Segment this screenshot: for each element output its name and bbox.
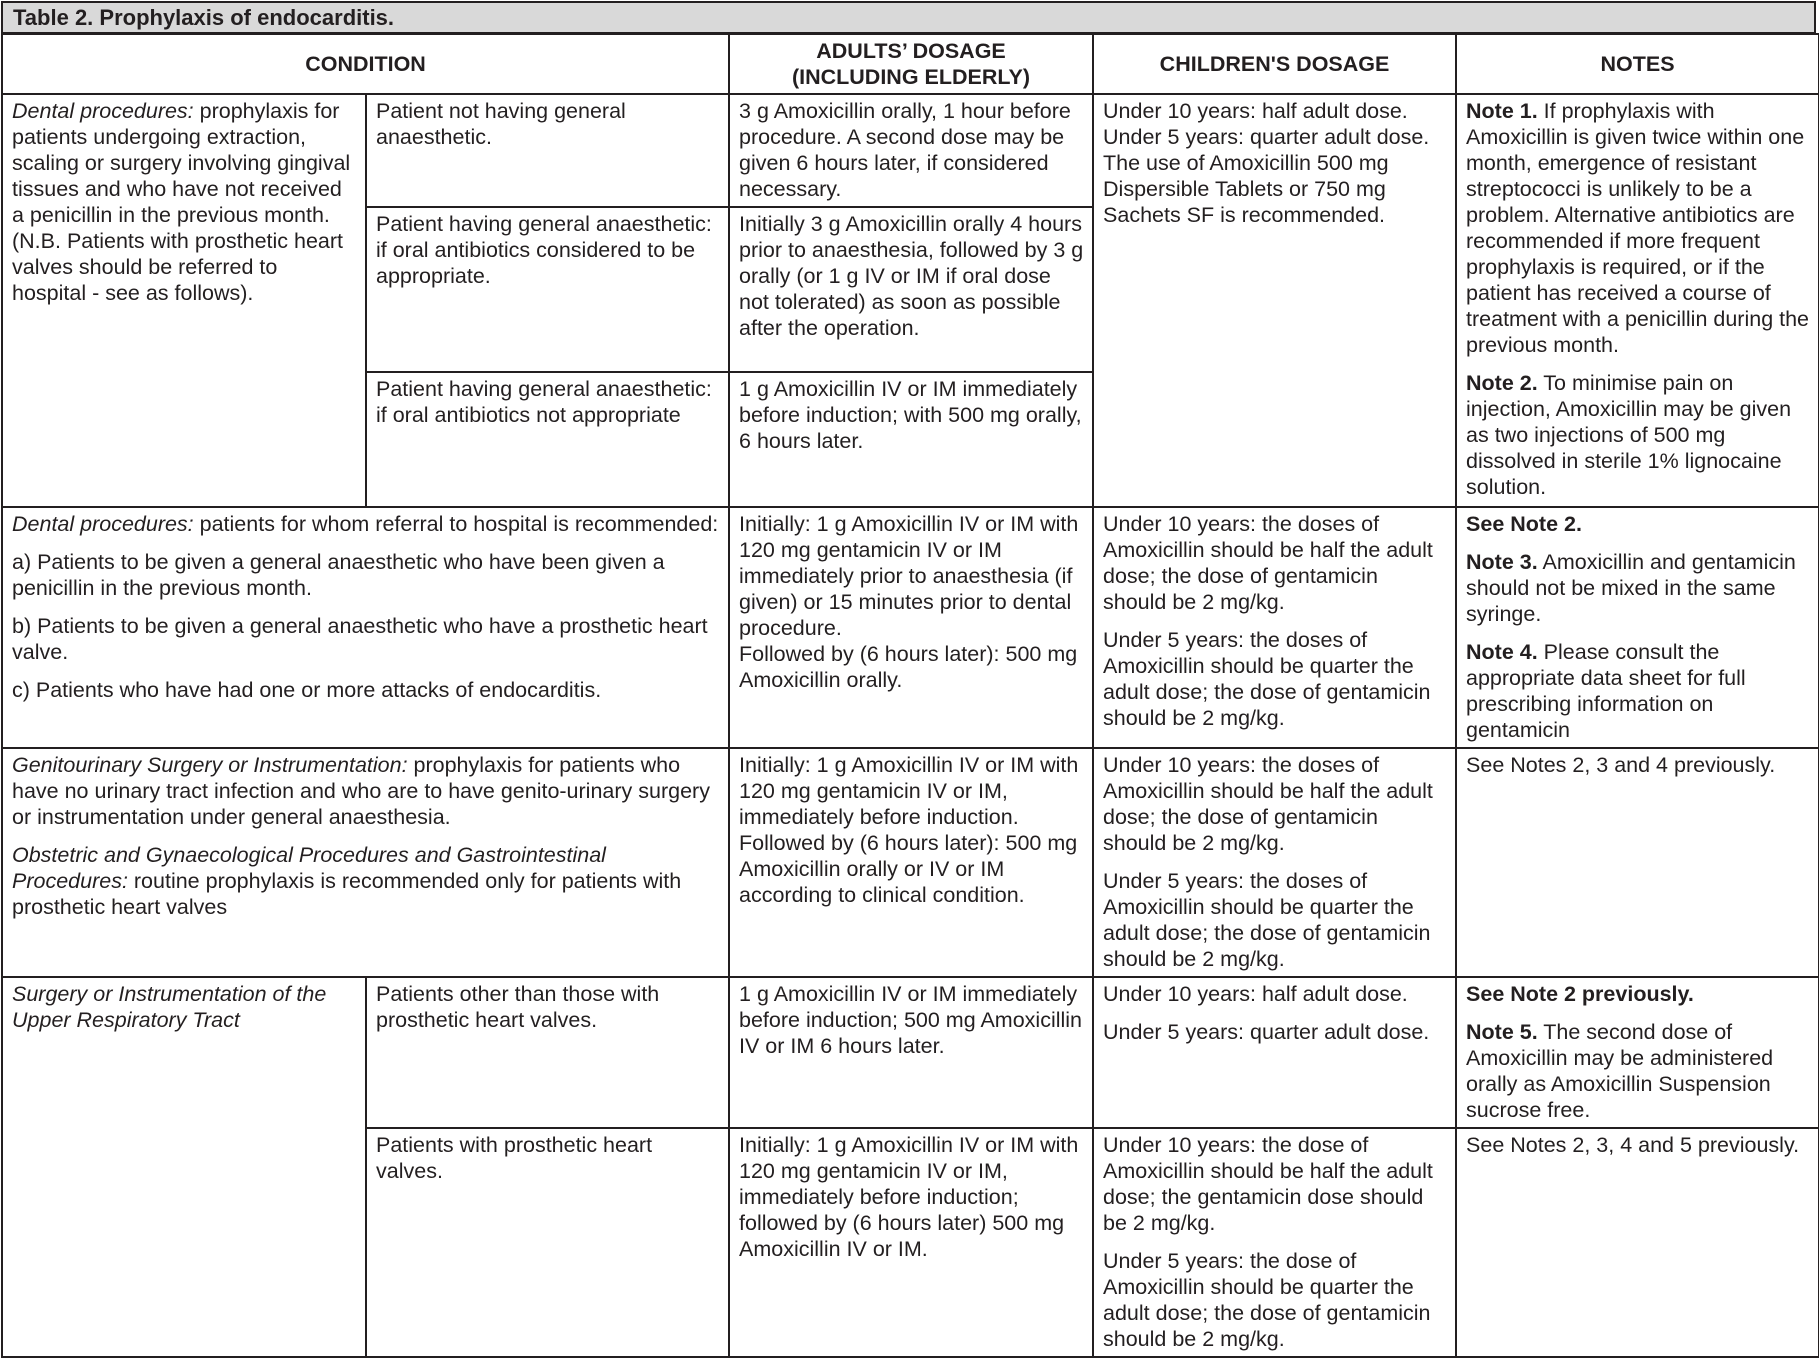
children-dosage-p1: Under 10 years: the dose of Amoxicillin should be half the adult dose; the gentamicin dose should be 2 mg/kg. (1103, 1133, 1433, 1235)
note-1 (1466, 98, 1810, 358)
note-label: Note 3. (1466, 550, 1538, 574)
adult-dosage-cell (729, 507, 1093, 748)
note-4 (1466, 639, 1810, 743)
condition-cell: Surgery or Instrumentation of the Upper Respiratory Tract (2, 977, 366, 1357)
sub-condition-cell: Patients with prosthetic heart valves. (366, 1128, 729, 1357)
note-label: Note 2. (1466, 371, 1538, 395)
adult-dosage-p1: Initially: 1 g Amoxicillin IV or IM with 120 mg gentamicin IV or IM, immediately before induction. (739, 753, 1079, 829)
table-title: Table 2. Prophylaxis of endocarditis. (1, 1, 1816, 34)
header-adults-dosage (729, 34, 1093, 94)
condition-item-c: c) Patients who have had one or more attacks of endocarditis. (12, 678, 602, 702)
adult-dosage-p2: Followed by (6 hours later): 500 mg Amoxicillin orally. (739, 642, 1078, 692)
note-label: Note 5. (1466, 1020, 1538, 1044)
condition-heading: Genitourinary Surgery or Instrumentation: (12, 753, 408, 777)
children-dosage-p1: Under 10 years: the doses of Amoxicillin should be half the adult dose; the dose of gentamicin should be 2 mg/kg. (1103, 753, 1433, 855)
table-row (2, 748, 1819, 977)
see-note: See Note 2 previously. (1466, 982, 1694, 1006)
adult-dosage-p1: Initially: 1 g Amoxicillin IV or IM with 120 mg gentamicin IV or IM immediately prior to anaesthesia (if given) or 15 minutes prior to dental procedure. (739, 512, 1079, 640)
children-dosage-p2: Under 5 years: the dose of Amoxicillin should be quarter the adult dose; the dose of gentamicin should be 2 mg/kg. (1103, 1249, 1431, 1351)
header-adults-line2: (INCLUDING ELDERLY) (791, 65, 1031, 89)
children-dosage-cell (1093, 507, 1456, 748)
condition-text: prophylaxis for patients undergoing extraction, scaling or surgery involving gingival tissues and who have not received a penicillin in the previous month. (N.B. Patients with prosthetic heart valves should be referred to hospital - see as follows). (12, 99, 351, 305)
table-row (2, 94, 1819, 207)
children-dosage-cell (1093, 1128, 1456, 1357)
condition-item-b: b) Patients to be given a general anaesthetic who have a prosthetic heart valve. (12, 614, 708, 664)
children-dosage-cell: Under 10 years: half adult dose. Under 5 years: quarter adult dose. The use of Amoxicillin 500 mg Dispersible Tablets or 750 mg Sachets SF is recommended. (1093, 94, 1456, 507)
condition-heading: Dental procedures: (12, 512, 194, 536)
note-label: Note 4. (1466, 640, 1538, 664)
condition-item-a: a) Patients to be given a general anaesthetic who have been given a penicillin in the previous month. (12, 550, 665, 600)
header-childrens-dosage: CHILDREN'S DOSAGE (1093, 34, 1456, 94)
sub-condition-cell: Patient having general anaesthetic: if oral antibiotics not appropriate (366, 372, 729, 507)
adult-dosage-cell: Initially 3 g Amoxicillin orally 4 hours prior to anaesthesia, followed by 3 g orally (or 1 g IV or IM if oral dose not tolerated) as soon as possible after the operation. (729, 207, 1093, 372)
children-dosage-cell (1093, 977, 1456, 1128)
see-note: See Note 2. (1466, 512, 1582, 536)
sub-condition-cell: Patients other than those with prosthetic heart valves. (366, 977, 729, 1128)
condition-text: prophylaxis for patients who have no urinary tract infection and who are to have genito-urinary surgery or instrumentation under general anaesthesia. (12, 753, 710, 829)
children-dosage-p2: Under 5 years: quarter adult dose. (1103, 1020, 1430, 1044)
children-dosage-p2: Under 5 years: the doses of Amoxicillin should be quarter the adult dose; the dose of gentamicin should be 2 mg/kg. (1103, 869, 1431, 971)
condition-cell (2, 94, 366, 507)
prophylaxis-table (1, 33, 1819, 1358)
header-row (2, 34, 1819, 94)
children-dosage-p1: Under 10 years: half adult dose. (1103, 982, 1408, 1006)
adult-dosage-cell: 3 g Amoxicillin orally, 1 hour before procedure. A second dose may be given 6 hours later, if considered necessary. (729, 94, 1093, 207)
note-text: Amoxicillin and gentamicin should not be mixed in the same syringe. (1466, 550, 1796, 626)
condition-text: patients for whom referral to hospital is recommended: (193, 512, 719, 536)
adult-dosage-cell (729, 748, 1093, 977)
note-2 (1466, 370, 1810, 500)
header-condition: CONDITION (2, 34, 729, 94)
note-5 (1466, 1019, 1810, 1123)
table-row (2, 507, 1819, 748)
note-text: Please consult the appropriate data sheet for full prescribing information on gentamicin (1466, 640, 1746, 742)
notes-cell (1456, 94, 1819, 507)
notes-cell: See Notes 2, 3 and 4 previously. (1456, 748, 1819, 977)
sub-condition-cell: Patient having general anaesthetic: if oral antibiotics considered to be appropriate. (366, 207, 729, 372)
children-dosage-p2: Under 5 years: the doses of Amoxicillin should be quarter the adult dose; the dose of gentamicin should be 2 mg/kg. (1103, 628, 1431, 730)
notes-cell (1456, 977, 1819, 1128)
note-label: Note 1. (1466, 99, 1538, 123)
condition-obstetric (12, 842, 720, 920)
notes-cell (1456, 507, 1819, 748)
condition-text: routine prophylaxis is recommended only for patients with prosthetic heart valves (12, 869, 682, 919)
condition-heading: Obstetric and Gynaecological Procedures and Gastrointestinal Procedures: (12, 843, 606, 893)
header-adults-line1: ADULTS’ DOSAGE (816, 39, 1006, 63)
sub-condition-cell: Patient not having general anaesthetic. (366, 94, 729, 207)
note-text: The second dose of Amoxicillin may be administered orally as Amoxicillin Suspension sucrose free. (1466, 1020, 1774, 1122)
note-3 (1466, 549, 1810, 627)
header-notes: NOTES (1456, 34, 1819, 94)
note-text: To minimise pain on injection, Amoxicillin may be given as two injections of 500 mg dissolved in sterile 1% lignocaine solution. (1466, 371, 1792, 499)
children-dosage-p1: Under 10 years: the doses of Amoxicillin should be half the adult dose; the dose of gentamicin should be 2 mg/kg. (1103, 512, 1433, 614)
condition-cell (2, 507, 729, 748)
children-dosage-cell (1093, 748, 1456, 977)
table-row (2, 977, 1819, 1128)
notes-cell: See Notes 2, 3, 4 and 5 previously. (1456, 1128, 1819, 1357)
condition-genitourinary (12, 752, 720, 830)
note-text: If prophylaxis with Amoxicillin is given twice within one month, emergence of resistant streptococci is unlikely to be a problem. Alternative antibiotics are recommended if more frequent prophylaxis is required, or if the patient has received a course of treatment with a penicillin during the previous month. (1466, 99, 1810, 357)
adult-dosage-p2: Followed by (6 hours later): 500 mg Amoxicillin orally or IV or IM according to clinical condition. (739, 831, 1078, 907)
adult-dosage-cell: 1 g Amoxicillin IV or IM immediately before induction; with 500 mg orally, 6 hours later. (729, 372, 1093, 507)
condition-intro (12, 511, 720, 537)
condition-cell (2, 748, 729, 977)
condition-heading: Dental procedures: (12, 99, 194, 123)
adult-dosage-cell: 1 g Amoxicillin IV or IM immediately before induction; 500 mg Amoxicillin IV or IM 6 hours later. (729, 977, 1093, 1128)
adult-dosage-cell: Initially: 1 g Amoxicillin IV or IM with 120 mg gentamicin IV or IM, immediately before induction; followed by (6 hours later) 500 mg Amoxicillin IV or IM. (729, 1128, 1093, 1357)
